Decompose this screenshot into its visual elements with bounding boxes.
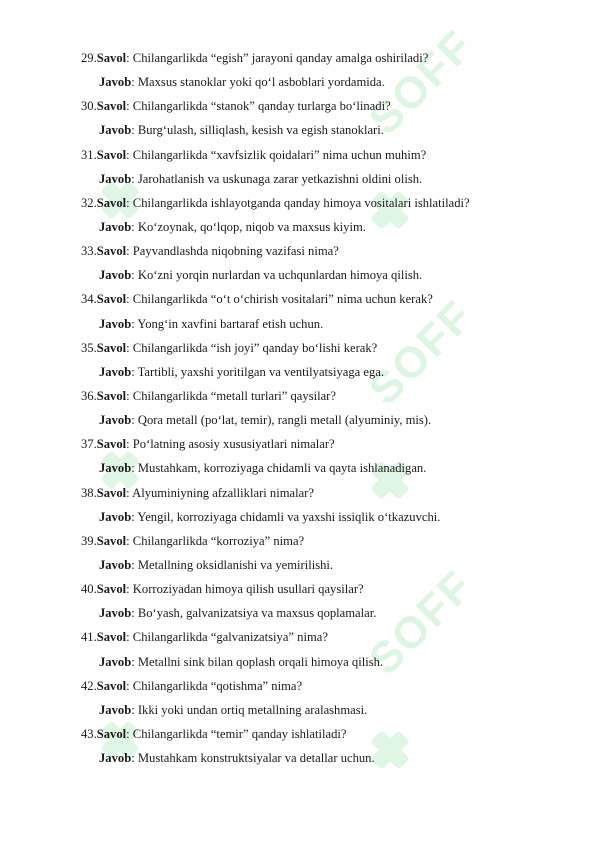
qa-item [81, 287, 556, 335]
question-text: : Chilangarlikda “korroziya” nima? [126, 533, 305, 548]
answer-text: : Yengil, korroziyaga chidamli va yaxshi issiqlik o‘tkazuvchi. [131, 509, 441, 524]
question-text: : Chilangarlikda “qotishma” nima? [126, 678, 303, 693]
question [81, 384, 556, 408]
qa-item [81, 625, 556, 673]
answer-text: : Metallni sink bilan qoplash orqali himoya qilish. [131, 654, 384, 669]
question-number: 33. [81, 244, 97, 259]
question [81, 529, 556, 553]
watermark-text: SOFF [359, 291, 483, 415]
question-text: : Po‘latning asosiy xususiyatlari nimalar? [126, 437, 335, 452]
qa-item [81, 674, 556, 722]
question-number: 32. [81, 195, 97, 210]
answer [81, 456, 556, 480]
answer-text: : Tartibli, yaxshi yoritilgan va ventilyatsiyaga ega. [131, 364, 384, 379]
answer [81, 263, 556, 287]
answer-text: : Mustahkam, korroziyaga chidamli va qayta ishlanadigan. [131, 461, 427, 476]
answer-label: Javob [99, 123, 132, 138]
answer [81, 698, 556, 722]
qa-item [81, 722, 556, 770]
answer-text: : Bo‘yash, galvanizatsiya va maxsus qoplamalar. [131, 606, 377, 621]
question-text: : Chilangarlikda “ish joyi” qanday bo‘lishi kerak? [126, 340, 378, 355]
question-label: Savol [96, 99, 127, 114]
question-text: : Chilangarlikda “metall turlari” qaysilar? [126, 388, 336, 403]
question-text: : Chilangarlikda “egish” jarayoni qanday amalga oshiriladi? [126, 51, 429, 65]
question [81, 46, 556, 70]
question-label: Savol [96, 244, 127, 259]
question-text: : Chilangarlikda “xavfsizlik qoidalari” nima uchun muhim? [126, 147, 427, 162]
question [81, 674, 556, 698]
question [81, 481, 556, 505]
answer [81, 118, 556, 142]
answer-label: Javob [99, 751, 132, 766]
question-label: Savol [96, 485, 127, 500]
answer-label: Javob [99, 316, 132, 331]
question-text: : Chilangarlikda “galvanizatsiya” nima? [126, 630, 328, 645]
answer-text: : Yong‘in xavfini bartaraf etish uchun. [131, 316, 324, 331]
question-text: : Chilangarlikda “stanok” qanday turlarga bo‘linadi? [126, 99, 391, 114]
question-number: 38. [81, 485, 97, 500]
question-number: 43. [81, 726, 97, 741]
qa-item [81, 384, 556, 432]
question-label: Savol [96, 51, 127, 65]
answer [81, 167, 556, 191]
answer-text: : Mustahkam konstruktsiyalar va detallar uchun. [131, 751, 375, 766]
question-number: 39. [81, 533, 97, 548]
answer-label: Javob [99, 268, 132, 283]
question [81, 722, 556, 746]
watermark-text: SOFF [359, 561, 483, 685]
answer [81, 215, 556, 239]
question-text: : Chilangarlikda ishlayotganda qanday himoya vositalari ishlatiladi? [126, 195, 470, 210]
question-number: 37. [81, 437, 97, 452]
qa-item [81, 94, 556, 142]
answer-label: Javob [99, 75, 132, 90]
answer-label: Javob [99, 171, 132, 186]
answer [81, 553, 556, 577]
answer-text: : Maxsus stanoklar yoki qo‘l asboblari yordamida. [131, 75, 385, 90]
question [81, 336, 556, 360]
question-number: 29. [81, 51, 97, 65]
answer-label: Javob [99, 606, 132, 621]
answer-text: : Ko‘zni yorqin nurlardan va uchqunlardan himoya qilish. [131, 268, 423, 283]
question [81, 239, 556, 263]
question [81, 191, 556, 215]
question-number: 42. [81, 678, 97, 693]
answer-label: Javob [99, 509, 132, 524]
answer [81, 505, 556, 529]
qa-item [81, 143, 556, 191]
question-number: 34. [81, 292, 97, 307]
answer [81, 601, 556, 625]
question [81, 143, 556, 167]
question [81, 577, 556, 601]
answer-text: : Metallning oksidlanishi va yemirilishi. [131, 557, 334, 572]
answer [81, 650, 556, 674]
answer-label: Javob [99, 413, 132, 428]
answer-text: : Jarohatlanish va uskunaga zarar yetkazishni oldini olish. [131, 171, 423, 186]
question-number: 40. [81, 582, 97, 597]
answer-label: Javob [99, 557, 132, 572]
question-text: : Alyuminiyning afzalliklari nimalar? [126, 485, 314, 500]
answer [81, 312, 556, 336]
qa-item [81, 432, 556, 480]
qa-list [81, 46, 556, 770]
question-label: Savol [96, 195, 127, 210]
qa-item [81, 336, 556, 384]
question-label: Savol [96, 388, 127, 403]
qa-item [81, 191, 556, 239]
answer-label: Javob [99, 364, 132, 379]
answer [81, 360, 556, 384]
question [81, 287, 556, 311]
question-label: Savol [96, 582, 127, 597]
qa-item [81, 481, 556, 529]
question-text: : Chilangarlikda “temir” qanday ishlatiladi? [126, 726, 347, 741]
qa-item [81, 239, 556, 287]
question-number: 31. [81, 147, 97, 162]
qa-item [81, 46, 556, 94]
answer-label: Javob [99, 702, 132, 717]
answer-label: Javob [99, 219, 132, 234]
qa-item [81, 577, 556, 625]
question-label: Savol [96, 533, 127, 548]
question [81, 432, 556, 456]
question-label: Savol [96, 630, 127, 645]
question [81, 625, 556, 649]
question-number: 30. [81, 99, 97, 114]
answer [81, 70, 556, 94]
answer-text: : Burg‘ulash, silliqlash, kesish va egish stanoklari. [131, 123, 384, 138]
question-label: Savol [96, 340, 127, 355]
question-text: : Korroziyadan himoya qilish usullari qaysilar? [126, 582, 364, 597]
question-label: Savol [96, 678, 127, 693]
question-label: Savol [96, 726, 127, 741]
question-text: : Payvandlashda niqobning vazifasi nima? [126, 244, 339, 259]
question [81, 94, 556, 118]
question-label: Savol [96, 437, 127, 452]
answer-label: Javob [99, 461, 132, 476]
question-number: 41. [81, 630, 97, 645]
answer [81, 408, 556, 432]
answer-text: : Ko‘zoynak, qo‘lqop, niqob va maxsus kiyim. [131, 219, 366, 234]
question-label: Savol [96, 147, 127, 162]
question-number: 35. [81, 340, 97, 355]
answer-text: : Qora metall (po‘lat, temir), rangli metall (alyuminiy, mis). [131, 413, 432, 428]
question-label: Savol [96, 292, 127, 307]
question-number: 36. [81, 388, 97, 403]
qa-item [81, 529, 556, 577]
answer-text: : Ikki yoki undan ortiq metallning aralashmasi. [131, 702, 368, 717]
answer-label: Javob [99, 654, 132, 669]
answer [81, 746, 556, 770]
question-text: : Chilangarlikda “o‘t o‘chirish vositalari” nima uchun kerak? [126, 292, 433, 307]
watermark-text: SOFF [359, 21, 483, 145]
